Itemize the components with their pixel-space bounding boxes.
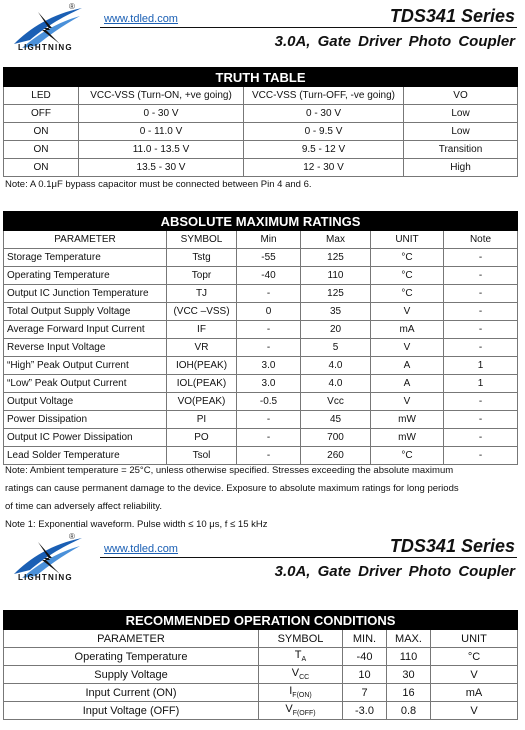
note-cell: - — [444, 339, 518, 357]
page-header-2 — [0, 530, 525, 590]
min-cell: -40 — [343, 648, 387, 666]
min-cell: 10 — [343, 666, 387, 684]
note-cell: - — [444, 429, 518, 447]
table-row — [4, 429, 518, 447]
turn-on-range-cell: 0 - 30 V — [79, 105, 244, 123]
parameter-cell: Average Forward Input Current — [4, 321, 167, 339]
recommended-operation-conditions-table — [3, 610, 518, 720]
registered-mark: ® — [69, 2, 75, 11]
turn-off-range-cell: 9.5 - 12 V — [244, 141, 404, 159]
table-row — [4, 702, 518, 720]
column-header: Note — [444, 231, 518, 249]
unit-cell: mW — [371, 429, 444, 447]
min-cell: 7 — [343, 684, 387, 702]
column-header: MAX. — [387, 630, 431, 648]
parameter-cell: Supply Voltage — [4, 666, 259, 684]
parameter-cell: Storage Temperature — [4, 249, 167, 267]
table-row — [4, 141, 518, 159]
column-header: PARAMETER — [4, 630, 259, 648]
max-cell: 260 — [301, 447, 371, 465]
table-row — [4, 684, 518, 702]
symbol-cell: VR — [167, 339, 237, 357]
product-subtitle: 3.0A, Gate Driver Photo Coupler — [274, 33, 515, 50]
max-cell: 125 — [301, 249, 371, 267]
symbol-cell: VO(PEAK) — [167, 393, 237, 411]
table-row — [4, 159, 518, 177]
symbol-cell: IOH(PEAK) — [167, 357, 237, 375]
symbol-cell: $V_{F(OFF)}$ — [259, 702, 343, 720]
unit-cell: °C — [371, 249, 444, 267]
rec-op-header-row — [4, 630, 518, 648]
table-row — [4, 321, 518, 339]
abs-max-title: ABSOLUTE MAXIMUM RATINGS — [4, 212, 518, 231]
max-cell: 4.0 — [301, 357, 371, 375]
turn-off-range-cell: 12 - 30 V — [244, 159, 404, 177]
min-cell: 3.0 — [237, 375, 301, 393]
page-header-1 — [0, 0, 525, 60]
parameter-cell: Power Dissipation — [4, 411, 167, 429]
min-cell: - — [237, 321, 301, 339]
vo-cell: High — [404, 159, 518, 177]
column-header: VCC-VSS (Turn-ON, +ve going) — [79, 87, 244, 105]
website-link[interactable]: www.tdled.com — [104, 543, 178, 555]
max-cell: 4.0 — [301, 375, 371, 393]
led-state-cell: ON — [4, 123, 79, 141]
symbol-subscript: CC — [299, 674, 310, 682]
table-row — [4, 303, 518, 321]
led-state-cell: OFF — [4, 105, 79, 123]
min-cell: -0.5 — [237, 393, 301, 411]
column-header: Max — [301, 231, 371, 249]
note-cell: - — [444, 321, 518, 339]
symbol-cell: TJ — [167, 285, 237, 303]
column-header: VCC-VSS (Turn-OFF, -ve going) — [244, 87, 404, 105]
column-header: UNIT — [431, 630, 518, 648]
symbol-cell: $I_{F(ON)}$ — [259, 684, 343, 702]
max-cell: 35 — [301, 303, 371, 321]
led-state-cell: ON — [4, 159, 79, 177]
logo-text: LIGHTNING — [18, 43, 73, 52]
turn-off-range-cell: 0 - 9.5 V — [244, 123, 404, 141]
parameter-cell: Output Voltage — [4, 393, 167, 411]
symbol-cell: IF — [167, 321, 237, 339]
symbol-cell: $V_{CC}$ — [259, 666, 343, 684]
unit-cell: V — [431, 666, 518, 684]
table-row — [4, 123, 518, 141]
product-subtitle: 3.0A, Gate Driver Photo Coupler — [274, 563, 515, 580]
table-row — [4, 648, 518, 666]
parameter-cell: Total Output Supply Voltage — [4, 303, 167, 321]
column-header: UNIT — [371, 231, 444, 249]
column-header: VO — [404, 87, 518, 105]
max-cell: 16 — [387, 684, 431, 702]
unit-cell: V — [371, 303, 444, 321]
parameter-cell: Lead Solder Temperature — [4, 447, 167, 465]
table-row — [4, 249, 518, 267]
unit-cell: V — [371, 393, 444, 411]
abs-max-header-row — [4, 231, 518, 249]
note-cell: - — [444, 285, 518, 303]
min-cell: - — [237, 339, 301, 357]
table-row — [4, 285, 518, 303]
note-cell: - — [444, 303, 518, 321]
min-cell: - — [237, 285, 301, 303]
column-header: LED — [4, 87, 79, 105]
max-cell: 0.8 — [387, 702, 431, 720]
symbol-cell: PO — [167, 429, 237, 447]
note-line: Note 1: Exponential waveform. Pulse width ≤ 10 μs, f ≤ 15 kHz — [5, 519, 268, 530]
symbol-cell: PI — [167, 411, 237, 429]
note-line: of time can adversely affect reliability. — [5, 501, 162, 512]
unit-cell: °C — [371, 267, 444, 285]
note-cell: - — [444, 249, 518, 267]
vo-cell: Transition — [404, 141, 518, 159]
header-rule — [100, 27, 517, 28]
unit-cell: V — [431, 702, 518, 720]
vo-cell: Low — [404, 123, 518, 141]
unit-cell: °C — [431, 648, 518, 666]
parameter-cell: Output IC Junction Temperature — [4, 285, 167, 303]
symbol-subscript: F(ON) — [292, 692, 312, 700]
table-row — [4, 339, 518, 357]
absolute-maximum-ratings-table — [3, 211, 518, 465]
turn-on-range-cell: 11.0 - 13.5 V — [79, 141, 244, 159]
column-header: SYMBOL — [259, 630, 343, 648]
min-cell: -55 — [237, 249, 301, 267]
turn-on-range-cell: 13.5 - 30 V — [79, 159, 244, 177]
max-cell: 5 — [301, 339, 371, 357]
max-cell: 125 — [301, 285, 371, 303]
symbol-cell: $T_A$ — [259, 648, 343, 666]
symbol-subscript: A — [301, 656, 307, 664]
registered-mark: ® — [69, 532, 75, 541]
parameter-cell: Operating Temperature — [4, 267, 167, 285]
column-header: SYMBOL — [167, 231, 237, 249]
note-cell: - — [444, 411, 518, 429]
unit-cell: A — [371, 375, 444, 393]
unit-cell: V — [371, 339, 444, 357]
vo-cell: Low — [404, 105, 518, 123]
max-cell: 110 — [301, 267, 371, 285]
note-cell: - — [444, 447, 518, 465]
symbol-cell: (VCC –VSS) — [167, 303, 237, 321]
rec-op-title: RECOMMENDED OPERATION CONDITIONS — [4, 611, 518, 630]
parameter-cell: Reverse Input Voltage — [4, 339, 167, 357]
symbol-cell: Tsol — [167, 447, 237, 465]
unit-cell: mW — [371, 411, 444, 429]
column-header: PARAMETER — [4, 231, 167, 249]
min-cell: - — [237, 429, 301, 447]
symbol-cell: IOL(PEAK) — [167, 375, 237, 393]
series-title: TDS341 Series — [389, 536, 515, 556]
abs-max-notes — [5, 462, 459, 534]
parameter-cell: Operating Temperature — [4, 648, 259, 666]
note-cell: 1 — [444, 375, 518, 393]
truth-table — [3, 67, 518, 177]
turn-on-range-cell: 0 - 11.0 V — [79, 123, 244, 141]
series-title: TDS341 Series — [389, 6, 515, 26]
table-row — [4, 411, 518, 429]
unit-cell: mA — [371, 321, 444, 339]
parameter-cell: “Low” Peak Output Current — [4, 375, 167, 393]
unit-cell: mA — [431, 684, 518, 702]
column-header: Min — [237, 231, 301, 249]
min-cell: - — [237, 447, 301, 465]
unit-cell: °C — [371, 447, 444, 465]
column-header: MIN. — [343, 630, 387, 648]
truth-table-note: Note: A 0.1μF bypass capacitor must be connected between Pin 4 and 6. — [5, 179, 312, 190]
table-row — [4, 267, 518, 285]
table-row — [4, 357, 518, 375]
led-state-cell: ON — [4, 141, 79, 159]
max-cell: 110 — [387, 648, 431, 666]
symbol-subscript: F(OFF) — [292, 710, 316, 718]
table-row — [4, 375, 518, 393]
table-row — [4, 105, 518, 123]
max-cell: 700 — [301, 429, 371, 447]
parameter-cell: “High” Peak Output Current — [4, 357, 167, 375]
min-cell: -3.0 — [343, 702, 387, 720]
min-cell: 0 — [237, 303, 301, 321]
max-cell: 45 — [301, 411, 371, 429]
turn-off-range-cell: 0 - 30 V — [244, 105, 404, 123]
note-cell: - — [444, 393, 518, 411]
min-cell: -40 — [237, 267, 301, 285]
unit-cell: °C — [371, 285, 444, 303]
website-link[interactable]: www.tdled.com — [104, 13, 178, 25]
note-cell: 1 — [444, 357, 518, 375]
symbol-cell: Tstg — [167, 249, 237, 267]
note-line: ratings can cause permanent damage to the device. Exposure to absolute maximum ratings for long periods — [5, 483, 459, 494]
parameter-cell: Output IC Power Dissipation — [4, 429, 167, 447]
parameter-cell: Input Current (ON) — [4, 684, 259, 702]
note-cell: - — [444, 267, 518, 285]
min-cell: 3.0 — [237, 357, 301, 375]
table-row — [4, 393, 518, 411]
note-line: Note: Ambient temperature = 25°C, unless otherwise specified. Stresses exceeding the absolute maximum — [5, 465, 454, 476]
symbol-cell: Topr — [167, 267, 237, 285]
unit-cell: A — [371, 357, 444, 375]
table-row — [4, 666, 518, 684]
min-cell: - — [237, 411, 301, 429]
max-cell: Vcc — [301, 393, 371, 411]
max-cell: 30 — [387, 666, 431, 684]
truth-table-title: TRUTH TABLE — [4, 68, 518, 87]
parameter-cell: Input Voltage (OFF) — [4, 702, 259, 720]
logo-text: LIGHTNING — [18, 573, 73, 582]
truth-table-header-row — [4, 87, 518, 105]
max-cell: 20 — [301, 321, 371, 339]
header-rule — [100, 557, 517, 558]
